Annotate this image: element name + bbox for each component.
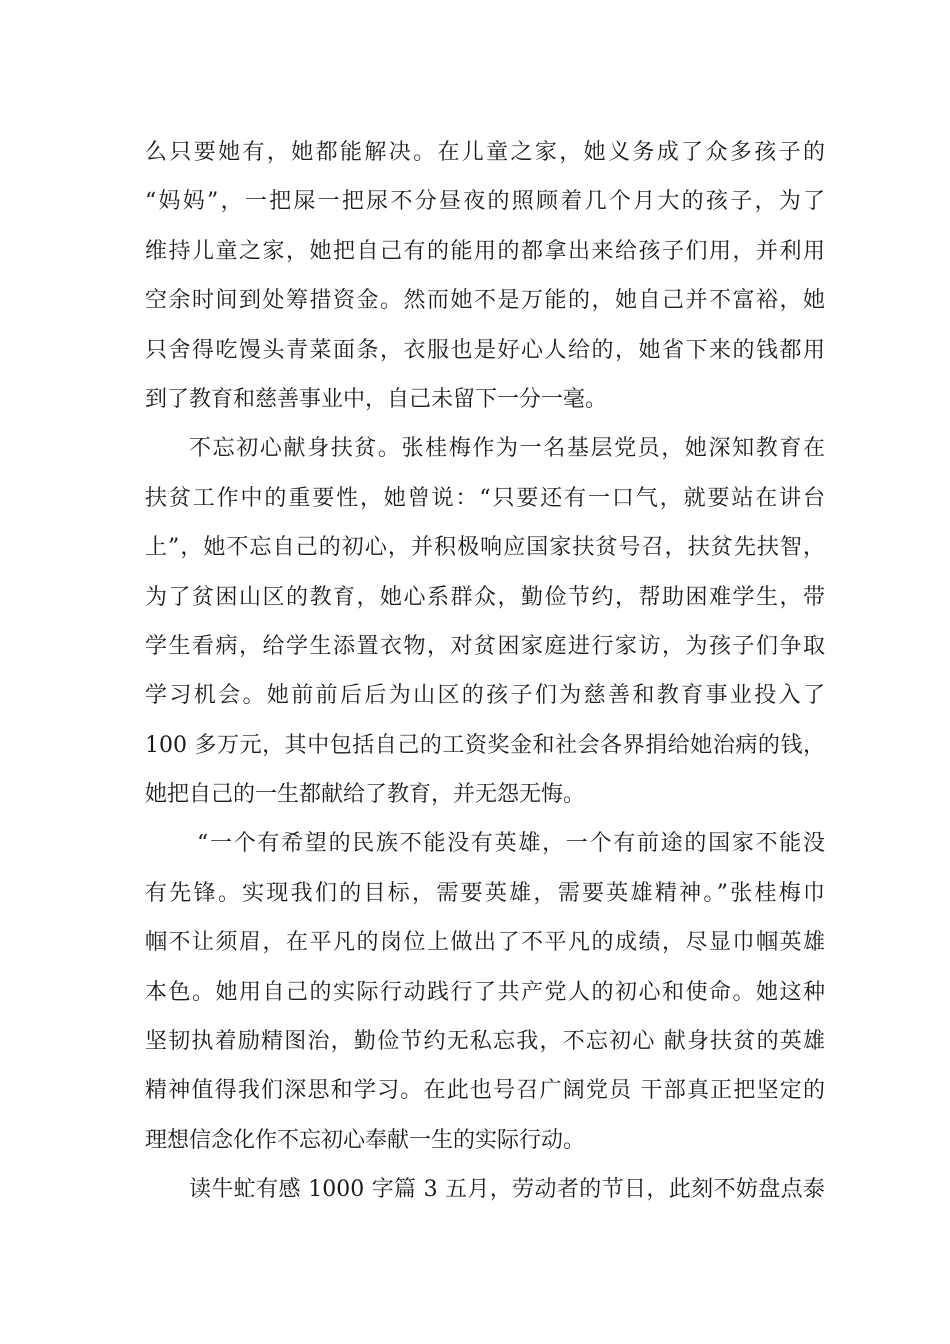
text-line: 100 多万元，其中包括自己的工资奖金和社会各界捐给她治病的钱， — [145, 732, 825, 758]
text-line: 帼不让须眉，在平凡的岗位上做出了不平凡的成绩，尽显巾帼英雄 — [145, 930, 825, 956]
text-line: 她把自己的一生都献给了教育，并无怨无悔。 — [145, 782, 586, 808]
text-line: 学习机会。她前前后后为山区的孩子们为慈善和教育事业投入了 — [145, 683, 825, 709]
paragraph-first-line: “一个有希望的民族不能没有英雄，一个有前途的国家不能没 — [197, 831, 825, 857]
text-line: “妈妈”，一把屎一把尿不分昼夜的照顾着几个月大的孩子，为了 — [145, 189, 825, 215]
text-line: 空余时间到处筹措资金。然而她不是万能的，她自己并不富裕，她 — [145, 288, 825, 314]
text-line: 么只要她有，她都能解决。在儿童之家，她义务成了众多孩子的 — [145, 140, 825, 165]
text-line: 精神值得我们深思和学习。在此也号召广阔党员 干部真正把坚定的 — [145, 1078, 825, 1104]
text-line: 维持儿童之家，她把自己有的能用的都拿出来给孩子们用，并利用 — [145, 238, 825, 264]
document-body — [145, 128, 825, 1215]
text-line: 只舍得吃馒头青菜面条，衣服也是好心人给的，她省下来的钱都用 — [145, 337, 825, 363]
text-line: 理想信念化作不忘初心奉献一生的实际行动。 — [145, 1127, 586, 1153]
text-line: 有先锋。实现我们的目标，需要英雄，需要英雄精神。”张桂梅巾 — [145, 880, 825, 906]
text-line: 上”，她不忘自己的初心，并积极响应国家扶贫号召，扶贫先扶智， — [145, 535, 825, 561]
text-line: 到了教育和慈善事业中，自己未留下一分一毫。 — [145, 386, 608, 412]
text-line: 为了贫困山区的教育，她心系群众，勤俭节约，帮助困难学生，带 — [145, 584, 825, 610]
text-line: 扶贫工作中的重要性，她曾说：“只要还有一口气，就要站在讲台 — [145, 485, 825, 511]
paragraph-first-line: 不忘初心献身扶贫。张桂梅作为一名基层党员，她深知教育在 — [189, 436, 825, 462]
text-line: 本色。她用自己的实际行动践行了共产党人的初心和使命。她这种 — [145, 979, 825, 1005]
text-line: 学生看病，给学生添置衣物，对贫困家庭进行家访，为孩子们争取 — [145, 633, 825, 659]
text-line: 坚韧执着励精图治，勤俭节约无私忘我，不忘初心 献身扶贫的英雄 — [145, 1029, 825, 1055]
paragraph-first-line: 读牛虻有感 1000 字篇 3 五月，劳动者的节日，此刻不妨盘点泰 — [189, 1177, 825, 1203]
